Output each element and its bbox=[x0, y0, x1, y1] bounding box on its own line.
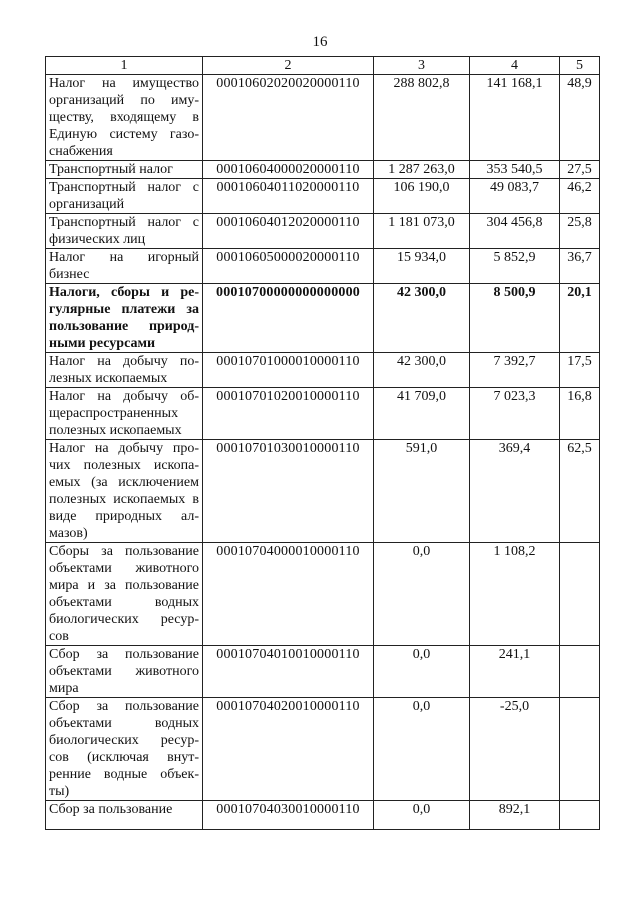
row-name-cell: Транспортный налог с физических лиц bbox=[46, 214, 203, 249]
row-name-cell: Сбор за пользование объектами водных биологических ресур-сов (исключая внут-ренние водные объек-ты) bbox=[46, 698, 203, 801]
row-actual-cell: 304 456,8 bbox=[470, 214, 560, 249]
table-body bbox=[46, 75, 600, 830]
row-percent-cell: 25,8 bbox=[560, 214, 600, 249]
row-plan-cell: 0,0 bbox=[374, 698, 470, 801]
row-actual-cell: 369,4 bbox=[470, 440, 560, 543]
table-row bbox=[46, 353, 600, 388]
page-number: 16 bbox=[312, 34, 328, 50]
row-name-cell: Налог на добычу об-щераспространенных полезных ископаемых bbox=[46, 388, 203, 440]
row-code-cell: 00010704020010000110 bbox=[203, 698, 374, 801]
row-code-cell: 00010604000020000110 bbox=[203, 161, 374, 179]
row-plan-cell: 1 287 263,0 bbox=[374, 161, 470, 179]
row-percent-cell: 16,8 bbox=[560, 388, 600, 440]
row-code-cell: 00010605000020000110 bbox=[203, 249, 374, 284]
row-actual-cell: 5 852,9 bbox=[470, 249, 560, 284]
column-header-2: 2 bbox=[203, 57, 374, 75]
row-actual-cell: 49 083,7 bbox=[470, 179, 560, 214]
row-actual-cell: 892,1 bbox=[470, 801, 560, 830]
row-name-cell: Сбор за пользование bbox=[46, 801, 203, 830]
table-row bbox=[46, 388, 600, 440]
table-row bbox=[46, 440, 600, 543]
row-name-cell: Транспортный налог bbox=[46, 161, 203, 179]
row-name-cell: Налог на имущество организаций по иму-ществу, входящему в Единую систему газо-снабжения bbox=[46, 75, 203, 161]
row-code-cell: 00010701000010000110 bbox=[203, 353, 374, 388]
table-row bbox=[46, 543, 600, 646]
row-percent-cell bbox=[560, 543, 600, 646]
table-row bbox=[46, 179, 600, 214]
row-code-cell: 00010602020020000110 bbox=[203, 75, 374, 161]
row-name-cell: Налог на добычу про-чих полезных ископа-емых (за исключением полезных ископаемых в виде природных ал-мазов) bbox=[46, 440, 203, 543]
row-name-cell: Налоги, сборы и ре-гулярные платежи за пользование природ-ными ресурсами bbox=[46, 284, 203, 353]
row-plan-cell: 0,0 bbox=[374, 543, 470, 646]
row-percent-cell: 20,1 bbox=[560, 284, 600, 353]
budget-table bbox=[45, 56, 600, 830]
column-header-3: 3 bbox=[374, 57, 470, 75]
row-plan-cell: 591,0 bbox=[374, 440, 470, 543]
row-plan-cell: 1 181 073,0 bbox=[374, 214, 470, 249]
row-plan-cell: 41 709,0 bbox=[374, 388, 470, 440]
row-percent-cell: 62,5 bbox=[560, 440, 600, 543]
table-row bbox=[46, 161, 600, 179]
column-header-5: 5 bbox=[560, 57, 600, 75]
row-code-cell: 00010704000010000110 bbox=[203, 543, 374, 646]
row-actual-cell: 241,1 bbox=[470, 646, 560, 698]
table-row bbox=[46, 214, 600, 249]
row-code-cell: 00010701030010000110 bbox=[203, 440, 374, 543]
row-plan-cell: 15 934,0 bbox=[374, 249, 470, 284]
column-header-1: 1 bbox=[46, 57, 203, 75]
row-plan-cell: 42 300,0 bbox=[374, 284, 470, 353]
row-actual-cell: 1 108,2 bbox=[470, 543, 560, 646]
table-row bbox=[46, 646, 600, 698]
row-actual-cell: 7 392,7 bbox=[470, 353, 560, 388]
row-actual-cell: 7 023,3 bbox=[470, 388, 560, 440]
row-code-cell: 00010704030010000110 bbox=[203, 801, 374, 830]
row-plan-cell: 288 802,8 bbox=[374, 75, 470, 161]
table-row bbox=[46, 801, 600, 830]
row-actual-cell: 141 168,1 bbox=[470, 75, 560, 161]
table-row bbox=[46, 249, 600, 284]
row-actual-cell: 8 500,9 bbox=[470, 284, 560, 353]
row-percent-cell bbox=[560, 698, 600, 801]
row-plan-cell: 42 300,0 bbox=[374, 353, 470, 388]
row-code-cell: 00010704010010000110 bbox=[203, 646, 374, 698]
row-plan-cell: 106 190,0 bbox=[374, 179, 470, 214]
row-percent-cell: 46,2 bbox=[560, 179, 600, 214]
row-actual-cell: 353 540,5 bbox=[470, 161, 560, 179]
row-percent-cell bbox=[560, 646, 600, 698]
row-plan-cell: 0,0 bbox=[374, 801, 470, 830]
row-actual-cell: -25,0 bbox=[470, 698, 560, 801]
row-percent-cell bbox=[560, 801, 600, 830]
column-header-4: 4 bbox=[470, 57, 560, 75]
row-name-cell: Налог на добычу по-лезных ископаемых bbox=[46, 353, 203, 388]
row-percent-cell: 17,5 bbox=[560, 353, 600, 388]
row-code-cell: 00010700000000000000 bbox=[203, 284, 374, 353]
row-percent-cell: 27,5 bbox=[560, 161, 600, 179]
table-row bbox=[46, 284, 600, 353]
table-row bbox=[46, 698, 600, 801]
row-code-cell: 00010604012020000110 bbox=[203, 214, 374, 249]
row-code-cell: 00010701020010000110 bbox=[203, 388, 374, 440]
row-name-cell: Транспортный налог с организаций bbox=[46, 179, 203, 214]
row-percent-cell: 36,7 bbox=[560, 249, 600, 284]
row-name-cell: Сборы за пользование объектами животного мира и за пользование объектами водных биологических ресур-сов bbox=[46, 543, 203, 646]
row-name-cell: Сбор за пользование объектами животного мира bbox=[46, 646, 203, 698]
table-row bbox=[46, 75, 600, 161]
row-code-cell: 00010604011020000110 bbox=[203, 179, 374, 214]
row-percent-cell: 48,9 bbox=[560, 75, 600, 161]
row-name-cell: Налог на игорный бизнес bbox=[46, 249, 203, 284]
row-plan-cell: 0,0 bbox=[374, 646, 470, 698]
table-header-row bbox=[46, 57, 600, 75]
